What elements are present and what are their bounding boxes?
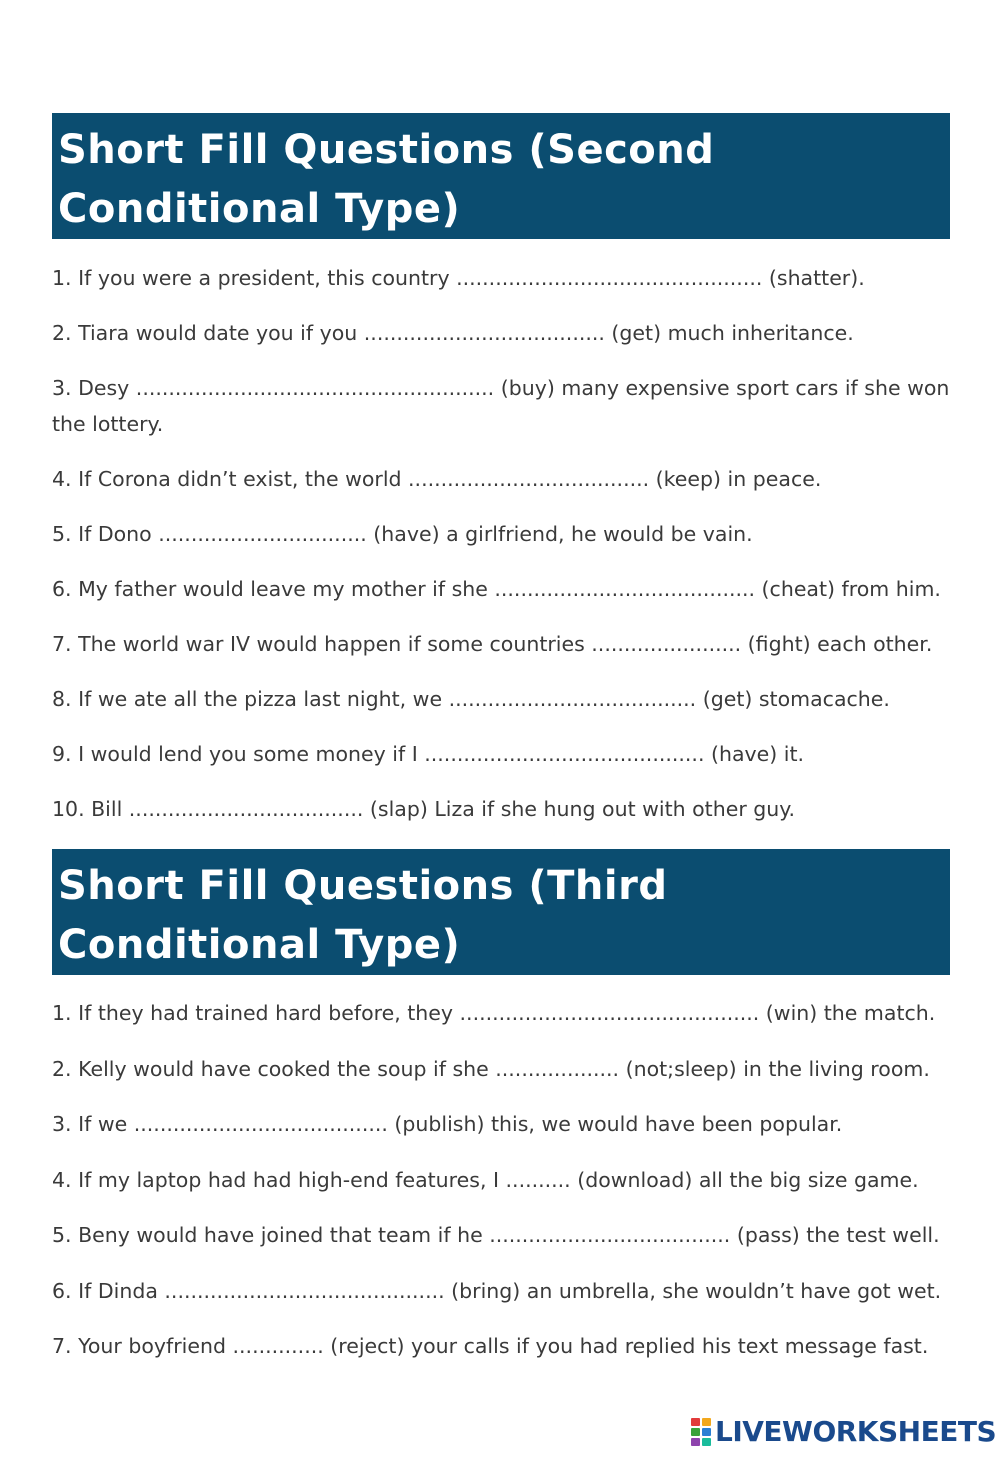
logo-square — [691, 1438, 700, 1446]
question-item: 2. Kelly would have cooked the soup if she ................... (not;sleep) in the living room. — [52, 1056, 930, 1081]
logo-square — [702, 1438, 711, 1446]
question-item: 5. Beny would have joined that team if he ..................................... (pass) the test well. — [52, 1223, 940, 1247]
question-item: 6. My father would leave my mother if she ........................................ (cheat) from him. — [52, 577, 941, 601]
question-item: 3. Desy ....................................................... (buy) many expensive sport cars if she won the lottery. — [52, 376, 950, 436]
liveworksheets-mark-icon — [690, 1417, 712, 1447]
logo-square — [702, 1418, 711, 1426]
section-1-header — [52, 113, 950, 239]
logo-square — [691, 1428, 700, 1436]
section-2-header — [52, 849, 950, 975]
question-item: 2. Tiara would date you if you ..................................... (get) much inheritance. — [52, 321, 854, 345]
section-2-questions — [52, 995, 962, 1384]
section-1-questions — [52, 260, 962, 846]
section-2-title: Short Fill Questions (Third Conditional Type) — [58, 863, 668, 968]
question-item: 4. If my laptop had had high-end features, I .......... (download) all the big size game. — [52, 1167, 919, 1192]
section-1-title: Short Fill Questions (Second Conditional Type) — [58, 127, 715, 232]
question-item: 3. If we ....................................... (publish) this, we would have been popular. — [52, 1112, 843, 1136]
question-item: 5. If Dono ................................ (have) a girlfriend, he would be vain. — [52, 522, 753, 546]
logo-square — [702, 1428, 711, 1436]
logo-text: LIVEWORKSHEETS — [715, 1415, 997, 1448]
question-item: 7. The world war IV would happen if some countries ....................... (fight) each other. — [52, 632, 933, 656]
question-item: 8. If we ate all the pizza last night, we ...................................... (get) stomacache. — [52, 687, 890, 711]
question-item: 4. If Corona didn’t exist, the world ..................................... (keep) in peace. — [52, 467, 822, 491]
question-item: 9. I would lend you some money if I ........................................... (have) it. — [52, 742, 805, 766]
liveworksheets-logo — [690, 1415, 996, 1448]
question-item: 10. Bill .................................... (slap) Liza if she hung out with other guy. — [52, 797, 796, 821]
logo-square — [691, 1418, 700, 1426]
question-item: 6. If Dinda ........................................... (bring) an umbrella, she wouldn’t have got wet. — [52, 1278, 942, 1303]
question-item: 1. If you were a president, this country ............................................... (shatter). — [52, 266, 865, 290]
question-item: 7. Your boyfriend .............. (reject) your calls if you had replied his text message fast. — [52, 1334, 929, 1358]
question-item: 1. If they had trained hard before, they .............................................. (win) the match. — [52, 1001, 936, 1025]
